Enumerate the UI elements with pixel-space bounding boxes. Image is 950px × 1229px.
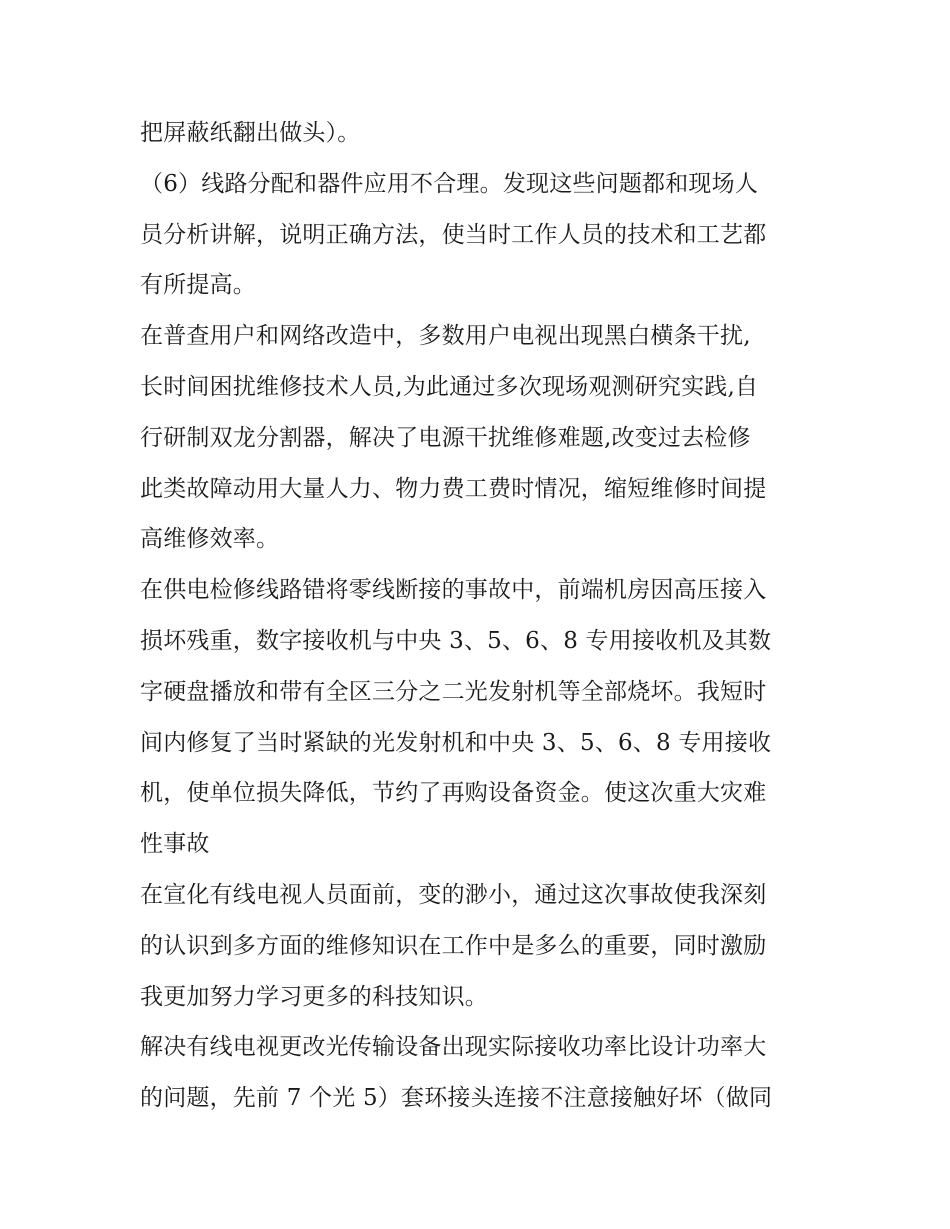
- text-line: 我更加努力学习更多的科技知识。: [140, 983, 488, 1010]
- text-line: 性事故: [140, 831, 210, 858]
- text-line: 在普查用户和网络改造中，多数用户电视出现黑白横条干扰,: [140, 323, 751, 350]
- text-line: 此类故障动用大量人力、物力费工费时情况，缩短维修时间提: [140, 475, 767, 502]
- text-line: 的问题，先前 7 个光 5）套环接头连接不注意接触好坏（做同: [140, 1085, 773, 1112]
- text-line: 字硬盘播放和带有全区三分之二光发射机等全部烧坏。我短时: [140, 678, 767, 705]
- text-line: 的认识到多方面的维修知识在工作中是多么的重要，同时激励: [140, 932, 767, 959]
- text-line: 解决有线电视更改光传输设备出现实际接收功率比设计功率大: [140, 1034, 767, 1061]
- text-line: 长时间困扰维修技术人员,为此通过多次现场观测研究实践,自: [140, 373, 759, 400]
- text-line: 在宣化有线电视人员面前，变的渺小，通过这次事故使我深刻: [140, 881, 767, 908]
- text-line: 有所提高。: [140, 272, 256, 299]
- text-line: 行研制双龙分割器，解决了电源干扰维修难题,改变过去检修: [140, 424, 751, 451]
- text-line: 机，使单位损失降低，节约了再购设备资金。使这次重大灾难: [140, 780, 767, 807]
- text-line: 员分析讲解，说明正确方法，使当时工作人员的技术和工艺都: [140, 221, 767, 248]
- text-line: 把屏蔽纸翻出做头）。: [140, 120, 361, 146]
- text-line: （6）线路分配和器件应用不合理。发现这些问题都和现场人: [140, 170, 759, 197]
- text-line: 间内修复了当时紧缺的光发射机和中央 3、5、6、8 专用接收: [140, 729, 772, 756]
- text-line: 损坏残重，数字接收机与中央 3、5、6、8 专用接收机及其数: [140, 627, 772, 654]
- text-line: 在供电检修线路错将零线断接的事故中，前端机房因高压接入: [140, 577, 767, 604]
- document-body: [140, 108, 820, 1124]
- text-line: 高维修效率。: [140, 526, 280, 553]
